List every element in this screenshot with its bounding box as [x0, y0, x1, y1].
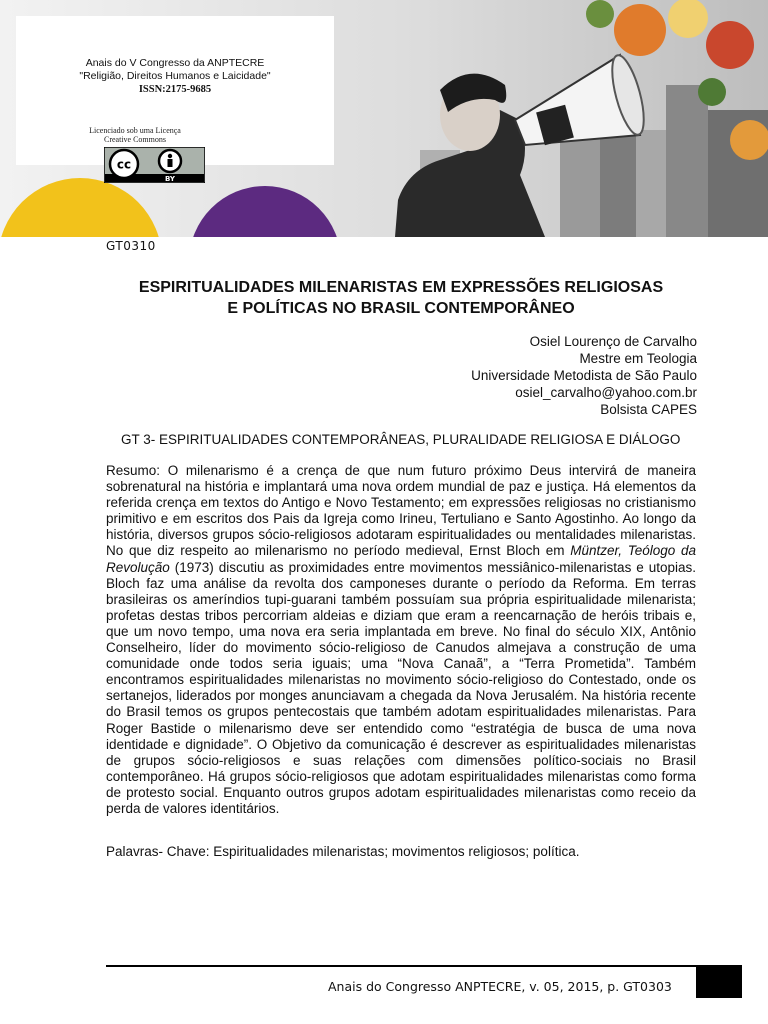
header-banner — [0, 0, 768, 237]
gt-theme: GT 3- ESPIRITUALIDADES CONTEMPORÂNEAS, PLURALIDADE RELIGIOSA E DIÁLOGO — [121, 432, 681, 447]
author-funding: Bolsista CAPES — [600, 402, 697, 417]
abstract-part2: (1973) discutiu as proximidades entre movimentos messiânico-milenaristas e utopias. Bloch faz uma análise da revolta dos camponeses durante o período da Reforma. Em terras brasileiras os ameríndios tupi-guarani também possuíam sua própria espiritualidade milenarista; profetas destas tribos percorriam aldeias e diziam que eram a reencarnação de heróis tribais e, que um novo tempo, uma nova era seria implantada em breve. No final do século XIX, Antônio Conselheiro, líder do movimento sócio-religioso de Canudos almejava a construção de uma comunidade onde todos seria iguais; uma “Nova Canaã”, a “Terra Prometida”. Também encontramos espiritualidades milenaristas no movimento sócio-religioso do Contestado, onde os sertanejos, liderados por monges anunciavam a chegada da Nova Jerusalém. Na história recente do Brasil temos os grupos pentecostais que também adotam espiritualidades milenaristas. Para Roger Bastide o milenarismo deve ser entendido como “estratégia de busca de uma nova identidade e dignidade”. O Objetivo da comunicação é descrever as espiritualidades milenaristas de grupos sócio-religiosos e suas relações com dimensões político-sociais no Brasil contemporâneo. Há grupos sócio-religiosos que adotam espiritualidades milenaristas como forma de protesto social. Enquanto outros grupos adotam espiritualidades milenaristas como receio da perda de valores identitários. — [106, 559, 696, 816]
paper-title — [106, 277, 696, 319]
by-text: BY — [164, 175, 176, 183]
paper-title-line2: E POLÍTICAS NO BRASIL CONTEMPORÂNEO — [227, 300, 575, 317]
author-institution: Universidade Metodista de São Paulo — [471, 368, 697, 383]
abstract-part1: Resumo: O milenarismo é a crença de que num futuro próximo Deus intervirá de maneira sobrenatural na história e implantará uma nova ordem mundial de paz e justiça. Há elementos da referida crença em textos do Antigo e Novo Testamento; em expressões religiosas no cristianismo primitivo e em escritos dos Pais da Igreja como Irineu, Tertuliano e Santo Agostinho. Ao longo da história, diversos grupos sócio-religiosos adotaram espiritualidades ou mentalidades milenaristas. No que diz respeito ao milenarismo no período medieval, Ernst Bloch em — [106, 463, 696, 559]
license-text-line2: Creative Commons — [104, 135, 166, 144]
congress-header-box — [16, 16, 334, 183]
congress-subtitle: "Religião, Direitos Humanos e Laicidade" — [79, 70, 271, 82]
cc-by-badge[interactable] — [104, 147, 205, 183]
footer-rule — [106, 965, 696, 967]
gt-code: GT0310 — [106, 239, 156, 253]
abstract — [106, 463, 696, 817]
paper-title-line1: ESPIRITUALIDADES MILENARISTAS EM EXPRESSÕES RELIGIOSAS — [138, 279, 664, 296]
license-text-line1: Licenciado sob uma Licença — [89, 126, 181, 135]
footer-citation: Anais do Congresso ANPTECRE, v. 05, 2015, p. GT0303 — [328, 979, 672, 994]
author-degree: Mestre em Teologia — [579, 351, 697, 366]
author-email[interactable]: osiel_carvalho@yahoo.com.br — [515, 385, 697, 400]
issn: ISSN:2175-9685 — [138, 84, 212, 95]
author-name: Osiel Lourenço de Carvalho — [529, 334, 697, 349]
footer-page-block — [696, 965, 742, 998]
congress-title: Anais do V Congresso da ANPTECRE — [85, 57, 265, 69]
author-block — [471, 333, 697, 418]
abstract-book-title: Müntzer, Teólogo da Revolução — [106, 543, 696, 575]
keywords: Palavras- Chave: Espiritualidades milenaristas; movimentos religiosos; política. — [106, 844, 580, 859]
cc-text: cc — [116, 157, 132, 172]
